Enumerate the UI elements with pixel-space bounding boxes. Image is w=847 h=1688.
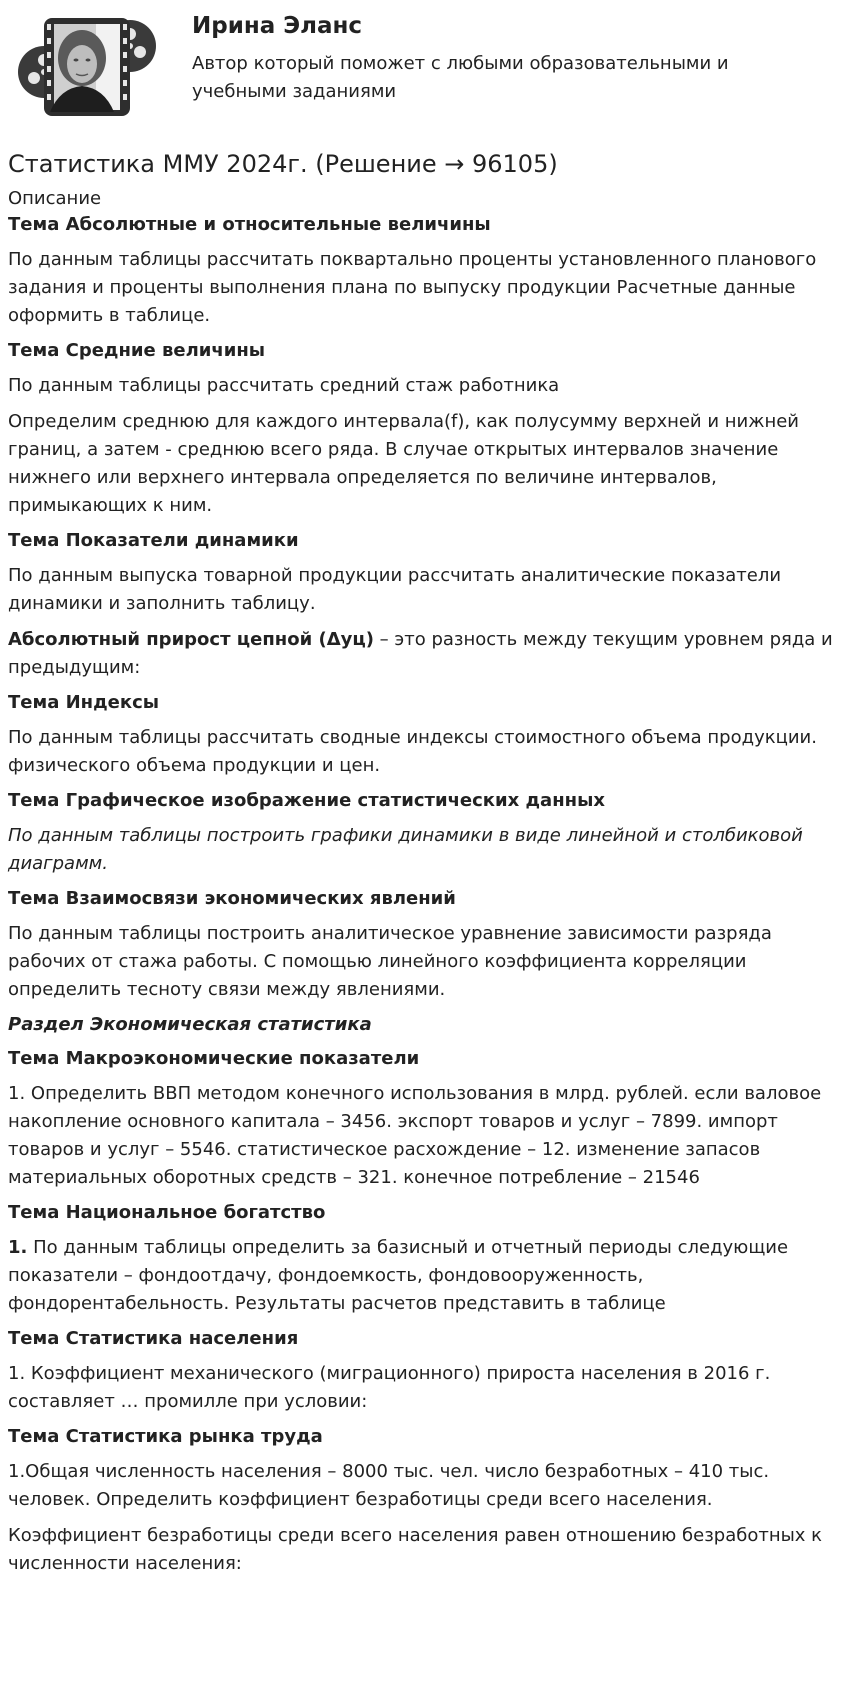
- paragraph: По данным таблицы рассчитать сводные индексы стоимостного объема продукции. физического объема продукции и цен.: [8, 727, 817, 776]
- topic-heading: Тема Абсолютные и относительные величины: [8, 214, 491, 235]
- paragraph: [8, 626, 839, 682]
- paragraph: По данным таблицы рассчитать поквартально проценты установленного планового задания и проценты выполнения плана по выпуску продукции Расчетные данные оформить в таблице.: [8, 249, 817, 326]
- film-reel-avatar-icon: [16, 8, 158, 126]
- paragraph: 1. Определить ВВП методом конечного использования в млрд. рублей. если валовое накопление основного капитала – 3456. экспорт товаров и услуг – 7899. импорт товаров и услуг – 5546. статистическое расхождение – 12. изменение запасов материальных оборотных средств – 321. конечное потребление – 21546: [8, 1083, 822, 1188]
- paragraph-text: По данным таблицы определить за базисный и отчетный периоды следующие показатели – фондоотдачу, фондоемкость, фондовооруженность, фондорентабельность. Результаты расчетов представить в таблице: [8, 1237, 789, 1314]
- author-card: [8, 0, 839, 130]
- paragraph: По данным таблицы рассчитать средний стаж работника: [8, 375, 560, 396]
- topic-heading: Тема Средние величины: [8, 340, 266, 361]
- author-name[interactable]: Ирина Эланс: [192, 13, 363, 39]
- paragraph: Определим среднюю для каждого интервала(f), как полусумму верхней и нижней границ, а затем - среднюю всего ряда. В случае открытых интервалов значение нижнего или верхнего интервала определяется по величине интервалов, примыкающих к ним.: [8, 411, 799, 516]
- topic-heading: Тема Взаимосвязи экономических явлений: [8, 888, 456, 909]
- section-heading: Раздел Экономическая статистика: [8, 1014, 372, 1035]
- paragraph: По данным выпуска товарной продукции рассчитать аналитические показатели динамики и заполнить таблицу.: [8, 565, 782, 614]
- description-content: [8, 212, 839, 1578]
- paragraph: По данным таблицы построить графики динамики в виде линейной и столбиковой диаграмм.: [8, 825, 803, 874]
- topic-heading: Тема Статистика рынка труда: [8, 1426, 323, 1447]
- avatar[interactable]: [16, 8, 158, 126]
- paragraph: [8, 1234, 839, 1318]
- paragraph-bold-lead: Абсолютный прирост цепной (Δyц): [8, 629, 374, 650]
- paragraph: По данным таблицы построить аналитическое уравнение зависимости разряда рабочих от стажа работы. С помощью линейного коэффициента корреляции определить тесноту связи между явлениями.: [8, 923, 772, 1000]
- topic-heading: Тема Показатели динамики: [8, 530, 299, 551]
- paragraph: Коэффициент безработицы среди всего населения равен отношению безработных к численности населения:: [8, 1525, 823, 1574]
- topic-heading: Тема Статистика населения: [8, 1328, 299, 1349]
- description-label: Описание: [8, 188, 102, 209]
- topic-heading: Тема Графическое изображение статистических данных: [8, 790, 605, 811]
- author-description: Автор который поможет с любыми образовательными и учебными заданиями: [192, 53, 729, 102]
- topic-heading: Тема Индексы: [8, 692, 160, 713]
- paragraph-text: – это разность между текущим уровнем ряда и предыдущим:: [8, 629, 833, 678]
- topic-heading: Тема Национальное богатство: [8, 1202, 326, 1223]
- author-info: [192, 10, 819, 106]
- paragraph: 1.Общая численность населения – 8000 тыс. чел. число безработных – 410 тыс. человек. Определить коэффициент безработицы среди всего населения.: [8, 1461, 770, 1510]
- paragraph: 1. Коэффициент механического (миграционного) прироста населения в 2016 г. составляет … промилле при условии:: [8, 1363, 771, 1412]
- page-title: Статистика ММУ 2024г. (Решение → 96105): [8, 150, 558, 178]
- paragraph-bold-lead: 1.: [8, 1237, 28, 1258]
- topic-heading: Тема Макроэкономические показатели: [8, 1048, 420, 1069]
